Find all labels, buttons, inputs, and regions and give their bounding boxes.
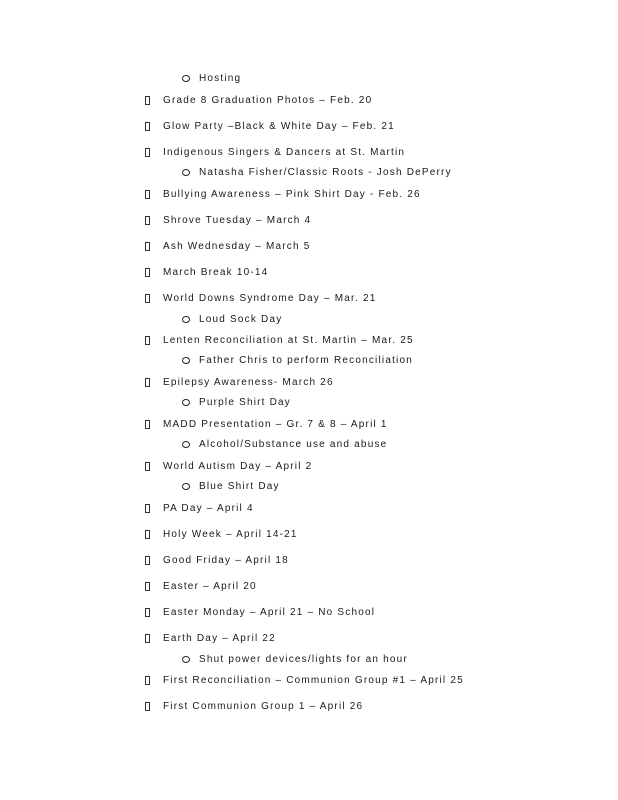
list-item-text: Blue Shirt Day: [199, 481, 280, 492]
circle-bullet-icon: [182, 357, 190, 364]
list-item-text: Purple Shirt Day: [199, 397, 292, 408]
square-bullet-icon: [145, 608, 150, 617]
circle-bullet-icon: [182, 75, 190, 82]
circle-bullet-icon: [182, 441, 190, 448]
square-bullet-icon: [145, 268, 150, 277]
square-bullet-icon: [145, 676, 150, 685]
list-item-text: Indigenous Singers & Dancers at St. Martin: [163, 147, 406, 158]
list-item-text: Shrove Tuesday – March 4: [163, 215, 312, 226]
list-item-text: World Autism Day – April 2: [163, 461, 313, 472]
list-item-text: First Reconciliation – Communion Group #1 – April 25: [163, 675, 464, 686]
list-item-text: Holy Week – April 14-21: [163, 529, 298, 540]
list-item-text: Good Friday – April 18: [163, 555, 289, 566]
square-bullet-icon: [145, 148, 150, 157]
list-item-text: Father Chris to perform Reconciliation: [199, 355, 413, 366]
square-bullet-icon: [145, 294, 150, 303]
square-bullet-icon: [145, 122, 150, 131]
list-item-text: Lenten Reconciliation at St. Martin – Mar. 25: [163, 335, 414, 346]
square-bullet-icon: [145, 96, 150, 105]
list-item-text: Ash Wednesday – March 5: [163, 241, 311, 252]
list-item-text: Glow Party –Black & White Day – Feb. 21: [163, 121, 395, 132]
circle-bullet-icon: [182, 316, 190, 323]
square-bullet-icon: [145, 216, 150, 225]
list-item-text: Earth Day – April 22: [163, 633, 276, 644]
square-bullet-icon: [145, 702, 150, 711]
list-item-text: Hosting: [199, 73, 242, 84]
circle-bullet-icon: [182, 483, 190, 490]
list-item-text: Loud Sock Day: [199, 314, 283, 325]
square-bullet-icon: [145, 634, 150, 643]
list-item-text: Grade 8 Graduation Photos – Feb. 20: [163, 95, 373, 106]
square-bullet-icon: [145, 582, 150, 591]
list-item-text: Easter – April 20: [163, 581, 257, 592]
list-item-text: Alcohol/Substance use and abuse: [199, 439, 388, 450]
square-bullet-icon: [145, 378, 150, 387]
list-item-text: Epilepsy Awareness- March 26: [163, 377, 334, 388]
square-bullet-icon: [145, 242, 150, 251]
list-item-text: Natasha Fisher/Classic Roots - Josh DePerry: [199, 167, 452, 178]
square-bullet-icon: [145, 420, 150, 429]
square-bullet-icon: [145, 336, 150, 345]
list-item-text: Easter Monday – April 21 – No School: [163, 607, 376, 618]
list-item-text: First Communion Group 1 – April 26: [163, 701, 364, 712]
square-bullet-icon: [145, 504, 150, 513]
list-item-text: Shut power devices/lights for an hour: [199, 654, 408, 665]
circle-bullet-icon: [182, 656, 190, 663]
circle-bullet-icon: [182, 169, 190, 176]
list-item-text: MADD Presentation – Gr. 7 & 8 – April 1: [163, 419, 388, 430]
square-bullet-icon: [145, 530, 150, 539]
list-item-text: March Break 10-14: [163, 267, 269, 278]
square-bullet-icon: [145, 462, 150, 471]
list-item-text: PA Day – April 4: [163, 503, 254, 514]
list-item-text: World Downs Syndrome Day – Mar. 21: [163, 293, 377, 304]
circle-bullet-icon: [182, 399, 190, 406]
square-bullet-icon: [145, 556, 150, 565]
list-item-text: Bullying Awareness – Pink Shirt Day - Feb. 26: [163, 189, 421, 200]
square-bullet-icon: [145, 190, 150, 199]
